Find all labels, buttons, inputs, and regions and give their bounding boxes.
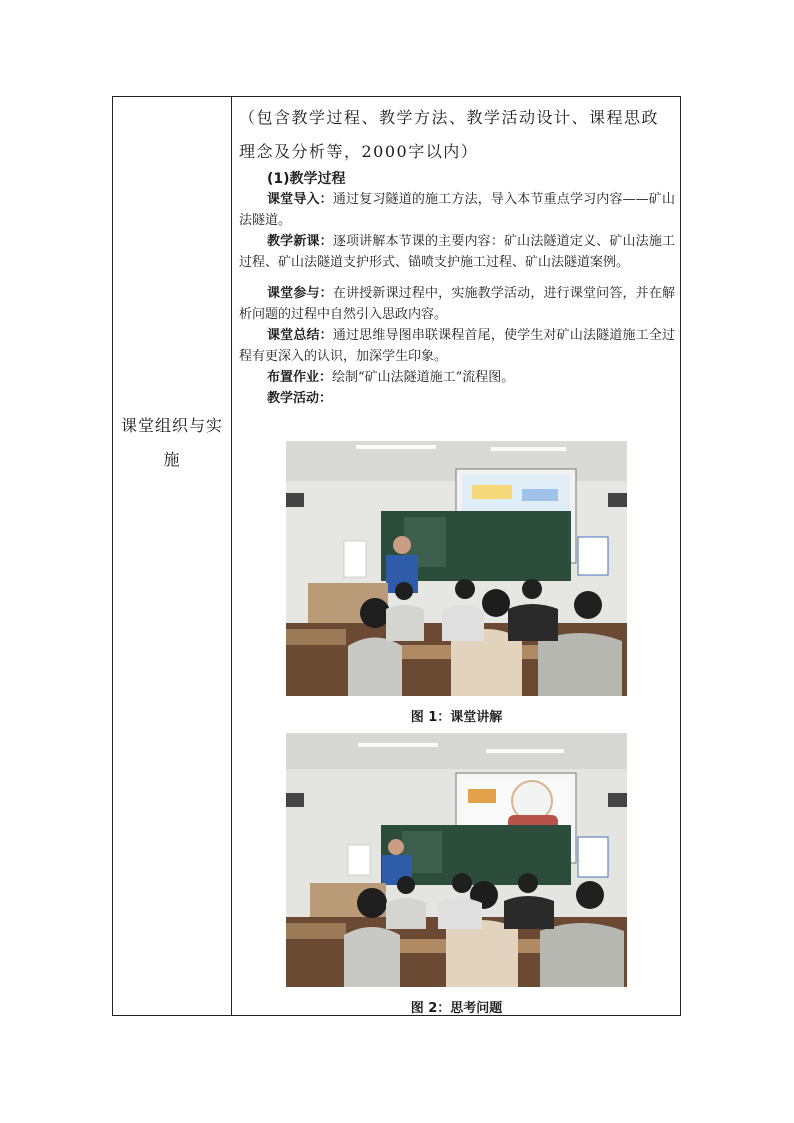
figure-1-caption: 图 1：课堂讲解 (410, 710, 503, 725)
paragraph-text: 逐项讲解本节课的主要内容：矿山法隧道定义、矿山法施工过程、矿山法隧道支护形式、锚喷支护施工过程、矿山法隧道案例。 (239, 234, 675, 270)
left-label-cell (113, 97, 231, 1015)
paragraph-activity (239, 388, 675, 409)
paragraph-label: 课堂导入： (267, 192, 333, 207)
intro-note: （包含教学过程、教学方法、教学活动设计、课程思政理念及分析等，2000字以内） (239, 108, 660, 161)
classroom-photo-1 (286, 441, 627, 696)
paragraph-new-lesson (239, 231, 675, 273)
paragraph-intro (239, 189, 675, 231)
paragraph-label: 课堂总结： (267, 328, 333, 343)
content-cell (239, 101, 675, 409)
paragraph-label: 布置作业： (267, 370, 333, 385)
paragraph-text: 在讲授新课过程中，实施教学活动，进行课堂问答，并在解析问题的过程中自然引入思政内容。 (239, 286, 675, 322)
paragraph-text: 通过复习隧道的施工方法，导入本节重点学习内容——矿山法隧道。 (239, 192, 675, 228)
column-divider (231, 97, 232, 1015)
paragraph-label: 教学新课： (267, 234, 333, 249)
paragraph-text: 通过思维导图串联课程首尾，使学生对矿山法隧道施工全过程有更深入的认识，加深学生印象。 (239, 328, 675, 364)
left-label: 课堂组织与实施 (120, 416, 223, 469)
paragraph-label: 课堂参与： (267, 286, 333, 301)
lesson-table (112, 96, 681, 1016)
section-heading: (1)教学过程 (267, 171, 346, 187)
paragraph-homework (239, 367, 675, 388)
paragraph-summary (239, 325, 675, 367)
paragraph-participation (239, 283, 675, 325)
paragraph-text: 绘制“矿山法隧道施工”流程图。 (332, 370, 515, 385)
paragraph-label: 教学活动： (267, 391, 333, 406)
classroom-photo-2 (286, 733, 627, 987)
figure-2-caption: 图 2：思考问题 (410, 1001, 503, 1016)
